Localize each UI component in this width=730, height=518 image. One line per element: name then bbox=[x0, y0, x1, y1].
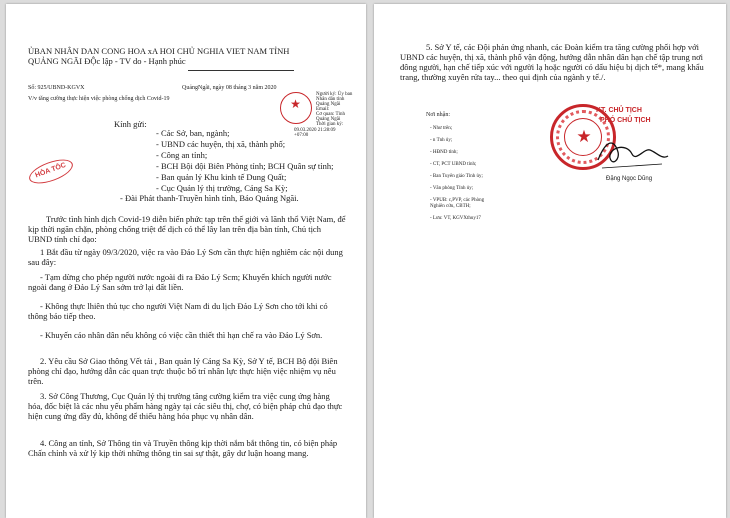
signer-title-2: PHÓ CHỦ TỊCH bbox=[600, 117, 651, 124]
signature-meta-line: Cơ quan: Tỉnh bbox=[316, 112, 345, 117]
signature-meta-line: Email: bbox=[316, 107, 330, 112]
recipients-list-item: - n Tnh ủy; bbox=[430, 138, 453, 143]
handwritten-signature-icon bbox=[592, 130, 672, 174]
item-1c: - Khuyến cáo nhân dân nếu không có việc cần thiết thì hạn chế ra vào Đảo Lý Sơn. bbox=[40, 330, 323, 340]
signature-meta-line: Nhân dân tỉnh bbox=[316, 97, 345, 102]
item-5: 5. Sở Y tế, các Đội phản ứng nhanh, các Đoàn kiểm tra tăng cường phối hợp với UBND các huyện, thị xã, thành phố vận động, hướng dẫn nhân dân hạn chế tập trung nơi đông người, hạn chế tiếp xúc với người lạ hoặc người có dấu hiệu bị dịch tế*, mang khẩu trang, thường xuyên rửa tay... theo qui định của ngành y tế./. bbox=[400, 42, 704, 82]
signature-stamp-icon: ★ bbox=[280, 92, 312, 124]
recipient-line: - Cục Quản lý thị trường, Cảng Sa Kỳ; bbox=[156, 183, 288, 193]
hoa-toc-stamp: HỎA TỐC bbox=[26, 155, 76, 189]
recipients-list-item: Nghiên cứu, CBTH; bbox=[430, 204, 471, 209]
recipients-list-item: - Ban Tuyên giáo Tỉnh ủy; bbox=[430, 174, 483, 179]
header-line-1: ỦBAN NHÂN DAN CONG HOA xA HOI CHỦ NGHIA VIET NAM TỈNH bbox=[28, 46, 290, 56]
recipients-list-item: - Lưu: VT, KGVXthuy17 bbox=[430, 216, 481, 221]
signature-meta-line: Người ký: Ủy ban bbox=[316, 92, 353, 97]
signature-meta-line: +07:00 bbox=[294, 133, 309, 138]
item-1a: - Tạm dừng cho phép người nước ngoài đi ra Đảo Lý Scm; Khuyến khích người nước ngoài đang ở Đảo Lý San sớm trở lại đất liền. bbox=[28, 272, 332, 292]
signature-meta-line: Quảng Ngãi bbox=[316, 102, 341, 107]
recipient-line: - BCH Bội đội Biên Phòng tỉnh; BCH Quân sự tỉnh; bbox=[156, 161, 334, 171]
document-page-1 bbox=[6, 4, 366, 518]
recipients-list-item: - Văn phòng Tỉnh ủy; bbox=[430, 186, 474, 191]
item-1: 1 Bắt đầu từ ngày 09/3/2020, việc ra vào Đảo Lý Sơn cần thực hiện nghiêm các nội dung sau đây: bbox=[28, 247, 343, 267]
recipient-line: - Đài Phát thanh-Truyền hình tỉnh, Báo Quảng Ngãi. bbox=[120, 193, 299, 203]
header-line-2: QUẢNG NGÃI ĐỘc lập - TV do - Hạnh phúc bbox=[28, 56, 186, 66]
signer-title-1: KT. CHỦ TỊCH bbox=[596, 107, 642, 114]
item-4: 4. Công an tỉnh, Sở Thông tin và Truyền thông kịp thời nắm bắt thông tin, có biện pháp Chấn chỉnh và xử lý kịp thời những thông tin sai sự thật, gây dư luận hoang mang. bbox=[28, 438, 338, 458]
recipient-line: - Công an tỉnh; bbox=[156, 150, 208, 160]
greeting: Kính gửi: bbox=[114, 119, 147, 129]
intro-paragraph: Trước tình hình dịch Covid-19 diễn biến phức tạp trên thế giới và lãnh thổ Việt Nam, để kịp thời ngăn chặn, phòng chống triệt để dịch có thể lây lan trên địa bàn tỉnh, Chủ tịch UBND tỉnh chỉ đạo: bbox=[28, 214, 346, 244]
recipient-line: - UBND các huyện, thị xã, thành phố; bbox=[156, 139, 286, 149]
document-number: Số: 925/UBND-KGVX bbox=[28, 85, 85, 91]
recipient-line: - Các Sở, ban, ngành; bbox=[156, 128, 230, 138]
document-subject: V/v tăng cường thực hiện việc phòng chống dịch Covid-19 bbox=[28, 96, 170, 102]
item-1b: - Không thực lhiên thủ tục cho người Việt Nam đi du lịch Đảo Lý Sơn cho tới khi có thông báo tiếp theo. bbox=[28, 301, 328, 321]
header-underline bbox=[188, 70, 294, 71]
recipient-line: - Ban quản lý Khu kinh tế Dung Quất; bbox=[156, 172, 287, 182]
recipients-list-item: - VPUB: c,PVP, các Phòng bbox=[430, 198, 485, 203]
signer-name: Đặng Ngọc Dũng bbox=[606, 176, 653, 182]
digital-signature bbox=[280, 92, 360, 140]
recipients-list-item: - HĐND tỉnh; bbox=[430, 150, 458, 155]
official-red-seal-icon: ★ bbox=[550, 104, 616, 170]
document-page-2 bbox=[374, 4, 726, 518]
item-2: 2. Yêu cầu Sở Giao thông Vết tải , Ban quản lý Cảng Sa Kỳ, Sở Y tế, BCH Bộ đội Biên phòng chỉ đạo, hướng dẫn các quan trực thuộc bố trí nhân lực thực hiện việc nhiệm vụ nêu trên. bbox=[28, 356, 338, 386]
recipients-list-item: - Như trên; bbox=[430, 126, 453, 131]
recipients-title: Nơi nhận: bbox=[426, 112, 451, 118]
document-date: QuảngNgãi, ngày 08 tháng 3 năm 2020 bbox=[182, 85, 277, 91]
signature-meta-line: Thời gian ký: bbox=[316, 122, 344, 127]
signature-meta-line: 09.03.2020 21:28:09 bbox=[294, 128, 336, 133]
recipients-list-item: - CT, PCT UBND tỉnh; bbox=[430, 162, 477, 167]
signature-meta-line: Quảng Ngãi bbox=[316, 117, 341, 122]
item-3: 3. Sở Công Thương, Cục Quản lý thị trường tăng cường kiểm tra việc cung ứng hàng hóa, đốc biệt là các nhu yếu phẩm hàng ngày tại các siêu thị, chợ, có biện pháp chủ đạo thực hiện cung ứng đầy đủ, không để thiếu hàng hóa phục vụ nhân dân. bbox=[28, 391, 343, 421]
